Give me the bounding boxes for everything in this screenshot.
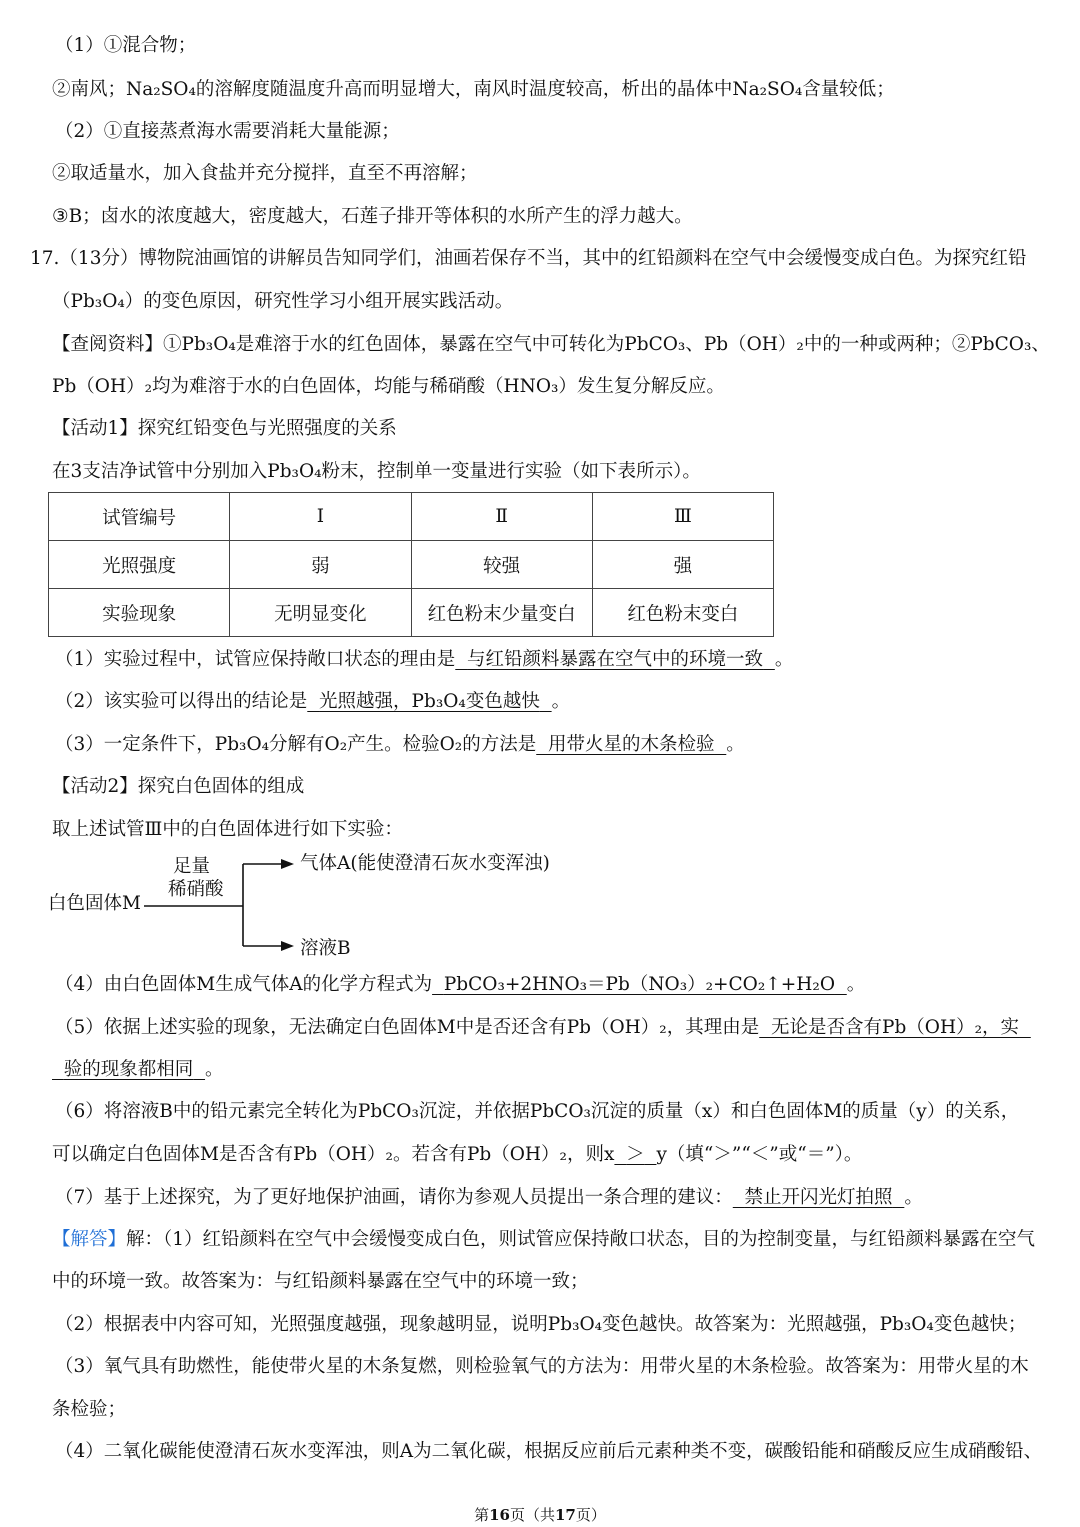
solution-1-cont: 中的环境一致。故答案为：与红铅颜料暴露在空气中的环境一致； xyxy=(52,1271,589,1292)
question-7 xyxy=(55,1186,923,1210)
question-4-period: 。 xyxy=(846,974,866,995)
answer-line-2-3: ③B；卤水的浓度越大，密度越大，石莲子排开等体积的水所产生的浮力越大。 xyxy=(52,206,693,227)
table-cell: Ⅰ xyxy=(230,493,411,541)
table-cell: 试管编号 xyxy=(49,493,230,541)
table-cell: 红色粉末少量变白 xyxy=(411,589,592,637)
question-1-answer: 与红铅颜料暴露在空气中的环境一致 xyxy=(467,649,764,670)
reactant-label: 白色固体M xyxy=(48,893,141,914)
table-row xyxy=(49,493,774,541)
solution-3: （3）氧气具有助燃性，能使带火星的木条复燃，则检验氧气的方法为：用带火星的木条检验。故答案为：用带火星的木 xyxy=(55,1356,1029,1377)
question-5-cont xyxy=(52,1058,224,1082)
question-2-period: 。 xyxy=(551,691,571,712)
table-cell: 强 xyxy=(592,541,773,589)
footer-prefix: 第 xyxy=(474,1506,490,1524)
table-cell: 红色粉末变白 xyxy=(592,589,773,637)
table-cell: 弱 xyxy=(230,541,411,589)
table-cell: 光照强度 xyxy=(49,541,230,589)
reference-info-2: Pb（OH）₂均为难溶于水的白色固体，均能与稀硝酸（HNO₃）发生复分解反应。 xyxy=(52,376,725,397)
table-cell: 实验现象 xyxy=(49,589,230,637)
question-7-answer: 禁止开闪光灯拍照 xyxy=(744,1187,893,1208)
question-4 xyxy=(55,973,865,997)
question-5-text: （5）依据上述实验的现象，无法确定白色固体M中是否还含有Pb（OH）₂，其理由是 xyxy=(55,1017,760,1038)
solution-tag: 【解答】 xyxy=(52,1229,127,1250)
question-5-answer: 无论是否含有Pb（OH）₂，实 xyxy=(771,1017,1020,1038)
question-6-cont xyxy=(52,1143,862,1167)
footer-suffix: 页） xyxy=(575,1506,606,1524)
answer-line-1-1: （1）①混合物； xyxy=(55,35,197,56)
question-6-answer: ＞ xyxy=(626,1144,645,1165)
table-cell: Ⅲ xyxy=(592,493,773,541)
question-17-stem-cont: （Pb₃O₄）的变色原因，研究性学习小组开展实践活动。 xyxy=(52,291,514,312)
solution-4: （4）二氧化碳能使澄清石灰水变浑浊，则A为二氧化碳，根据反应前后元素种类不变，碳酸铅能和硝酸反应生成硝酸铅、 xyxy=(55,1441,1043,1462)
question-5-answer-cont: 验的现象都相同 xyxy=(63,1059,194,1080)
reference-info-1: 【查阅资料】①Pb₃O₄是难溶于水的红色固体，暴露在空气中可转化为PbCO₃、Pb（OH）₂中的一种或两种；②PbCO₃、 xyxy=(52,334,1050,355)
question-7-text: （7）基于上述探究，为了更好地保护油画，请你为参观人员提出一条合理的建议： xyxy=(55,1187,733,1208)
question-1 xyxy=(55,648,793,672)
question-6-text: 可以确定白色固体M是否含有Pb（OH）₂。若含有Pb（OH）₂，则x xyxy=(52,1144,615,1165)
reagent-label-top: 足量 xyxy=(173,856,211,877)
reagent-label-bottom: 稀硝酸 xyxy=(168,879,224,900)
activity-1-heading: 【活动1】探究红铅变色与光照强度的关系 xyxy=(52,418,397,439)
solution-1-text: 解：（1）红铅颜料在空气中会缓慢变成白色，则试管应保持敞口状态，目的为控制变量，与红铅颜料暴露在空气 xyxy=(126,1229,1036,1250)
question-3 xyxy=(55,733,745,757)
question-5 xyxy=(55,1016,1031,1040)
answer-line-2-2: ②取适量水，加入食盐并充分搅拌，直至不再溶解； xyxy=(52,163,478,184)
reaction-diagram xyxy=(48,850,568,962)
table-cell: 无明显变化 xyxy=(230,589,411,637)
table-cell: Ⅱ xyxy=(411,493,592,541)
question-2 xyxy=(55,690,570,714)
question-5-period: 。 xyxy=(205,1059,224,1080)
product-a-label: 气体A(能使澄清石灰水变浑浊) xyxy=(300,853,550,874)
question-3-answer: 用带火星的木条检验 xyxy=(548,734,715,755)
solution-2: （2）根据表中内容可知，光照强度越强，现象越明显，说明Pb₃O₄变色越快。故答案为：光照越强，Pb₃O₄变色越快； xyxy=(55,1314,1027,1335)
answer-line-1-2: ②南风；Na₂SO₄的溶解度随温度升高而明显增大，南风时温度较高，析出的晶体中Na₂SO₄含量较低； xyxy=(52,79,895,100)
table-row xyxy=(49,589,774,637)
question-2-answer: 光照越强，Pb₃O₄变色越快 xyxy=(319,691,540,712)
arrow-a-head-icon xyxy=(281,859,294,869)
activity-2-heading: 【活动2】探究白色固体的组成 xyxy=(52,776,305,797)
table-row xyxy=(49,541,774,589)
solution-3-cont: 条检验； xyxy=(52,1399,127,1420)
page-footer xyxy=(0,1505,1080,1525)
footer-total-pages: 17 xyxy=(555,1506,576,1524)
question-6-text-after: y（填“＞”“＜”或“＝”）。 xyxy=(656,1144,863,1165)
question-7-period: 。 xyxy=(904,1187,923,1208)
question-3-period: 。 xyxy=(726,734,745,755)
question-4-answer: PbCO₃+2HNO₃＝Pb（NO₃）₂+CO₂↑+H₂O xyxy=(443,974,835,995)
question-1-period: 。 xyxy=(774,649,794,670)
answer-line-2-1: （2）①直接蒸煮海水需要消耗大量能源； xyxy=(55,121,400,142)
product-b-label: 溶液B xyxy=(300,938,351,959)
question-6: （6）将溶液B中的铅元素完全转化为PbCO₃沉淀，并依据PbCO₃沉淀的质量（x）和白色固体M的质量（y）的关系， xyxy=(55,1101,1020,1122)
question-2-text: （2）该实验可以得出的结论是 xyxy=(55,691,308,712)
question-3-text: （3）一定条件下，Pb₃O₄分解有O₂产生。检验O₂的方法是 xyxy=(55,734,537,755)
activity-2-description: 取上述试管Ⅲ中的白色固体进行如下实验： xyxy=(52,819,403,840)
arrow-b-head-icon xyxy=(281,941,294,951)
experiment-table xyxy=(48,492,774,637)
activity-1-description: 在3支洁净试管中分别加入Pb₃O₄粉末，控制单一变量进行实验（如下表所示）。 xyxy=(52,461,701,482)
question-1-text: （1）实验过程中，试管应保持敞口状态的理由是 xyxy=(55,649,456,670)
question-17-stem: 17.（13分）博物院油画馆的讲解员告知同学们，油画若保存不当，其中的红铅颜料在空气中会缓慢变成白色。为探究红铅 xyxy=(30,248,1027,269)
question-4-text: （4）由白色固体M生成气体A的化学方程式为 xyxy=(55,974,433,995)
footer-page-number: 16 xyxy=(489,1506,510,1524)
footer-middle: 页（共 xyxy=(509,1506,555,1524)
table-cell: 较强 xyxy=(411,541,592,589)
solution-1 xyxy=(52,1228,1035,1252)
